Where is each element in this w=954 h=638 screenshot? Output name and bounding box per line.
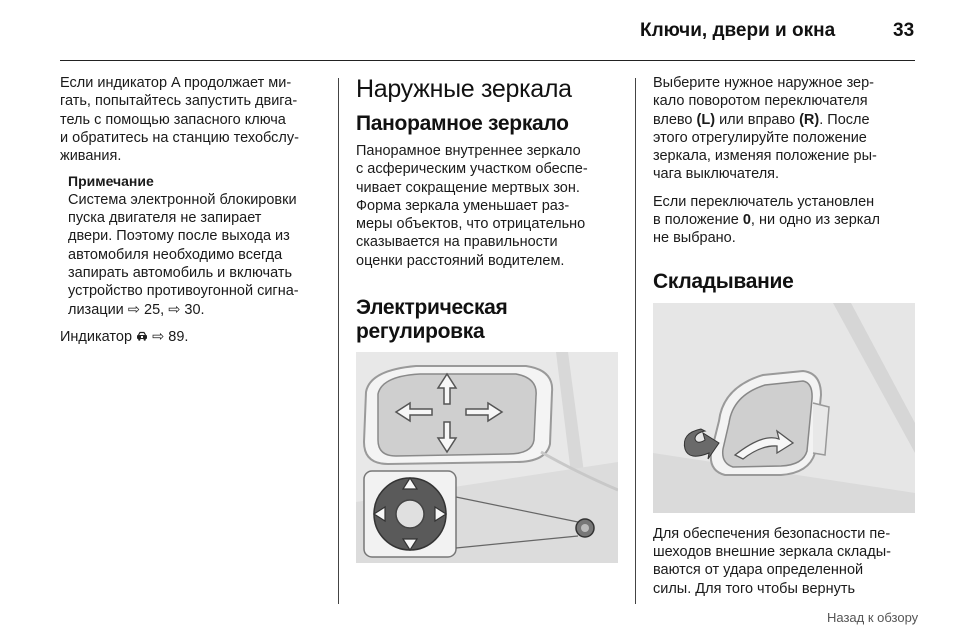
mirror-folding-illustration	[653, 303, 915, 513]
subheading-electric-adjust: Электрическая регулировка	[356, 296, 508, 344]
column-1	[60, 74, 328, 346]
page-ref-arrow-icon: ⇨	[127, 301, 140, 318]
back-to-overview-link[interactable]: Назад к обзору	[827, 610, 919, 625]
section-heading-mirrors: Наружные зеркала	[356, 75, 572, 103]
column-divider-2	[635, 78, 636, 604]
column-3	[653, 74, 917, 598]
header-divider	[60, 60, 915, 61]
subheading-panoramic: Панорамное зеркало	[356, 112, 569, 135]
chapter-title: Ключи, двери и окна	[640, 20, 836, 41]
page-ref-arrow-icon: ⇨	[168, 301, 181, 318]
page-link-30[interactable]: 30	[184, 301, 201, 318]
select-mirror-paragraph: Выберите нужное наружное зер- кало поворотом переключателя влево (L) или вправо (R). После этого отрегулируйте положение зеркала, изменяя положение ры- чага выключателя.	[653, 75, 877, 183]
switch-zero-paragraph: Если переключатель установлен в положение 0, ни одно из зеркал не выбрано.	[653, 193, 880, 247]
immobilizer-paragraph: Если индикатор A продолжает ми- гать, попытайтесь запустить двига- тель с помощью запасного ключа и обратитесь на станцию техобслу- живания.	[60, 75, 299, 165]
page-link-89[interactable]: 89	[168, 328, 185, 345]
panoramic-paragraph: Панорамное внутреннее зеркало с асферическим участком обеспе- чивает сокращение мертвых зон. Форма зеркала уменьшает раз- меры объектов, что отрицательно сказывается на правильности оценки расстояний водителем.	[356, 143, 588, 269]
page-ref-arrow-icon: ⇨	[152, 328, 165, 345]
column-divider-1	[338, 78, 339, 604]
indicator-line: Индикатор ⇨ 89.	[60, 328, 189, 345]
car-lock-icon	[136, 329, 148, 345]
note-block	[68, 172, 328, 318]
subheading-folding: Складывание	[653, 269, 794, 293]
column-2	[356, 74, 618, 563]
note-title: Примечание	[68, 173, 154, 190]
folding-paragraph: Для обеспечения безопасности пе- шеходов внешние зеркала склады- ваются от удара определенной силы. Для того чтобы вернуть	[653, 525, 891, 597]
mirror-adjustment-illustration	[356, 352, 618, 563]
note-text: Система электронной блокировки пуска двигателя не запирает двери. Поэтому после выхода из автомобиля необходимо всегда запирать автомобиль и включать устройство противоугонной сигна- лизации ⇨ 25, ⇨ 30.	[68, 191, 299, 318]
page-number: 33	[893, 20, 915, 41]
page-link-25[interactable]: 25	[144, 301, 161, 318]
